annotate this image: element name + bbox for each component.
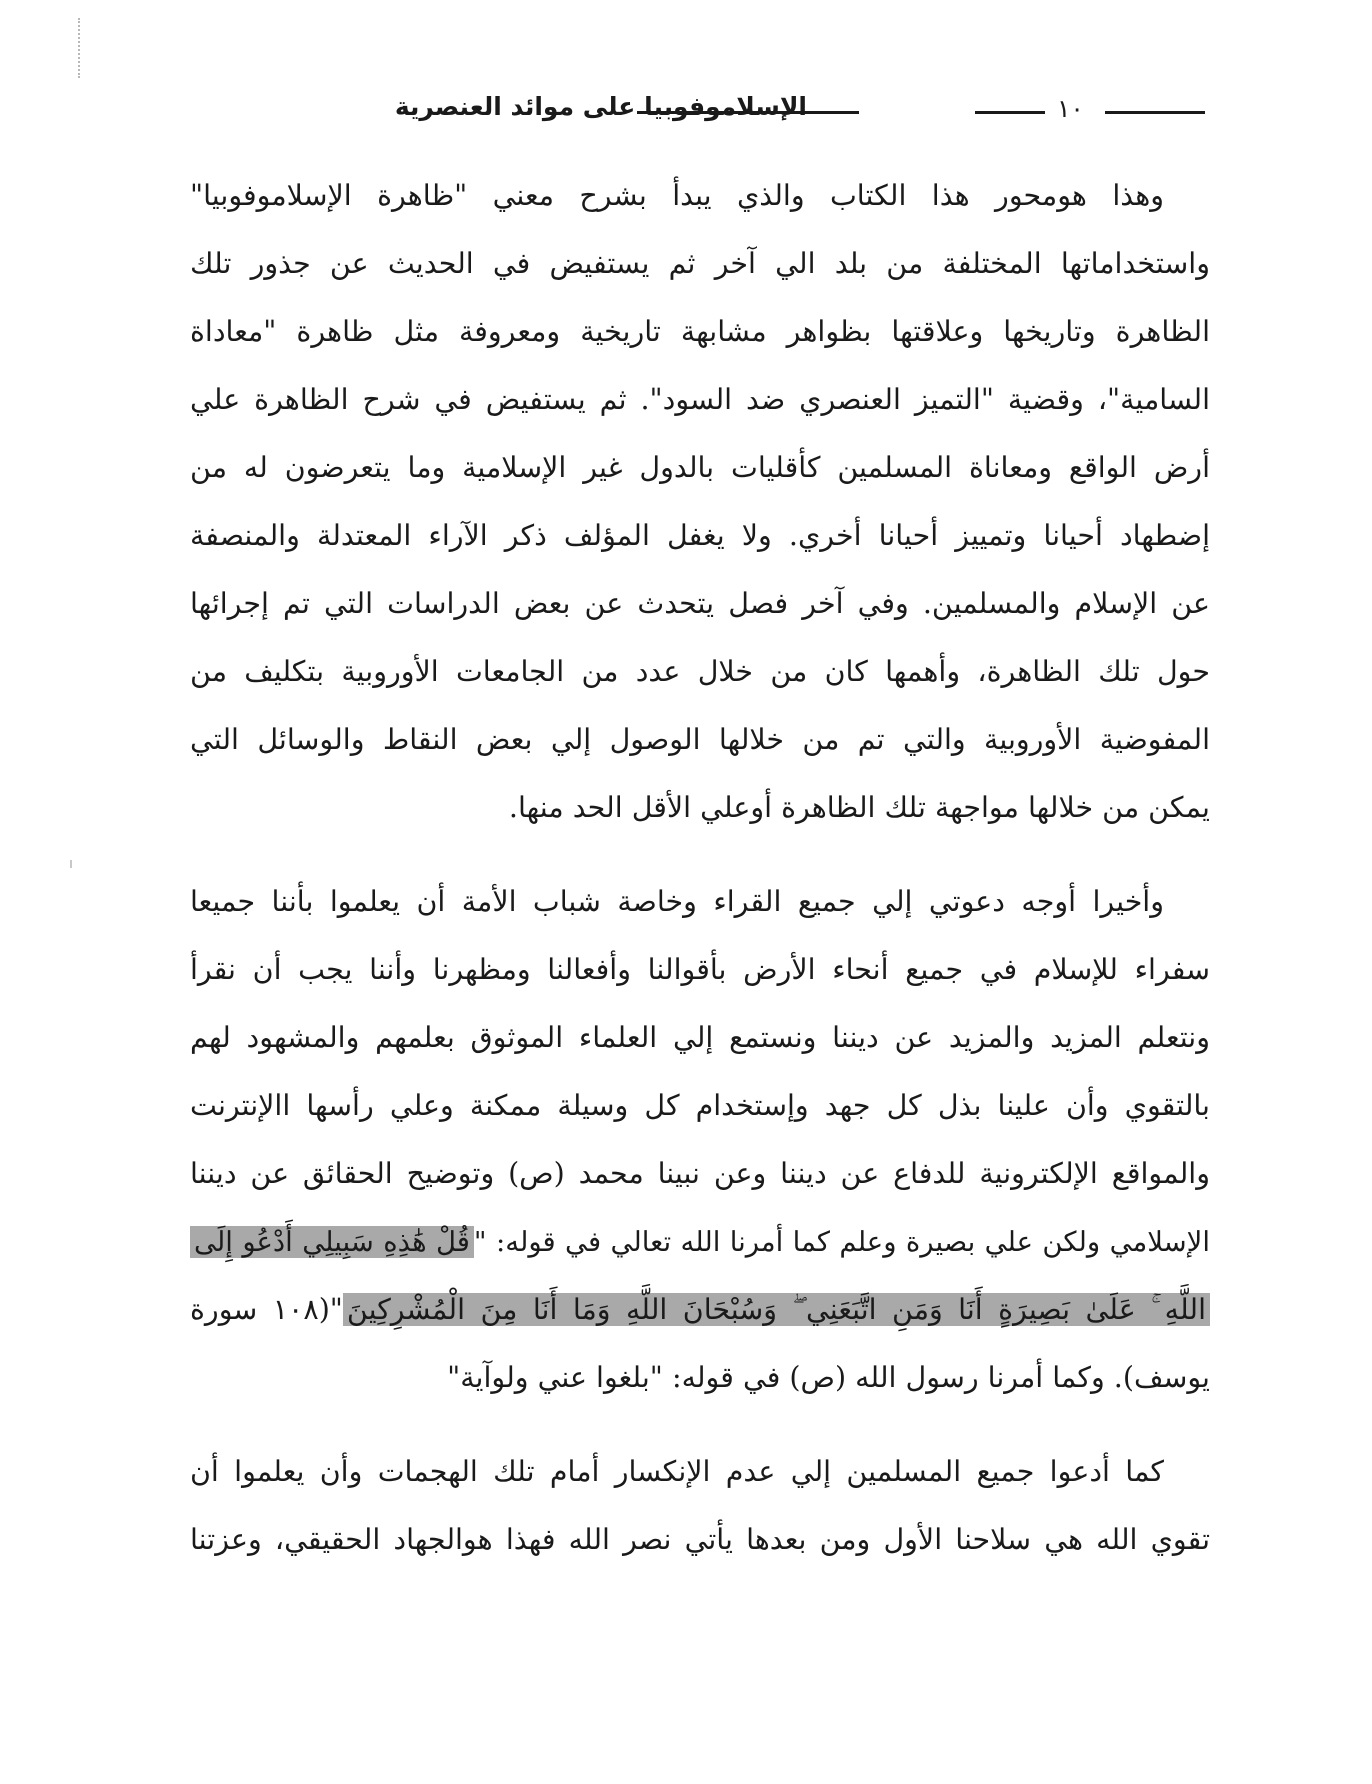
text-line: ونتعلم المزيد والمزيد عن ديننا ونستمع إلي العلماء الموثوق بعلمهم والمشهود لهم — [190, 1021, 1210, 1054]
running-header — [205, 92, 1205, 132]
text-line: واستخداماتها المختلفة من بلد الي آخر ثم يستفيض في الحديث عن جذور تلك — [190, 247, 1210, 280]
quote-intro-text: الإسلامي ولكن علي بصيرة وعلم كما أمرنا الله تعالي في قوله: " — [473, 1226, 1211, 1258]
highlighted-verse: اللَّهِ ۚ عَلَىٰ بَصِيرَةٍ أَنَا وَمَنِ اتَّبَعَنِي ۖ وَسُبْحَانَ اللَّهِ وَمَا أَنَا مِنَ الْمُشْرِكِينَ — [343, 1293, 1210, 1326]
header-rule — [975, 111, 1045, 114]
text-line: وأخيرا أوجه دعوتي إلي جميع القراء وخاصة شباب الأمة أن يعلموا بأننا جميعا — [190, 885, 1164, 918]
body-text — [190, 162, 1210, 1574]
text-line: والمواقع الإلكترونية للدفاع عن ديننا وعن نبينا محمد (ص) وتوضيح الحقائق عن ديننا — [190, 1157, 1210, 1190]
text-line: وهذا هومحور هذا الكتاب والذي يبدأ بشرح معني "ظاهرة الإسلاموفوبيا" — [190, 179, 1164, 212]
text-line: سفراء للإسلام في جميع أنحاء الأرض بأقوالنا وأفعالنا ومظهرنا وأننا يجب أن نقرأ — [190, 953, 1210, 986]
text-line: حول تلك الظاهرة، وأهمها كان من خلال عدد من الجامعات الأوروبية بتكليف من — [190, 655, 1210, 688]
header-rule — [637, 111, 859, 114]
text-line: أرض الواقع ومعاناة المسلمين كأقليات بالدول غير الإسلامية وما يتعرضون له من — [190, 451, 1210, 484]
text-line: الظاهرة وتاريخها وعلاقتها بظواهر مشابهة تاريخية ومعروفة مثل ظاهرة "معاداة — [190, 315, 1210, 348]
paragraph — [190, 162, 1210, 842]
scan-margin-speck — [70, 860, 72, 868]
paragraph-gap — [190, 842, 1210, 868]
text-line: يمكن من خلالها مواجهة تلك الظاهرة أوعلي الأقل الحد منها. — [508, 791, 1210, 824]
text-line: يوسف). وكما أمرنا رسول الله (ص) في قوله: "بلغوا عني ولوآية" — [447, 1361, 1210, 1394]
running-header-title: الإسلاموفوبيا على موائد العنصرية — [394, 92, 807, 121]
paragraph-gap — [190, 1412, 1210, 1438]
text-line: عن الإسلام والمسلمين. وفي آخر فصل يتحدث عن بعض الدراسات التي تم إجرائها — [190, 587, 1210, 620]
text-line: بالتقوي وأن علينا بذل كل جهد وإستخدام كل وسيلة ممكنة وعلي رأسها االإنترنت — [190, 1089, 1210, 1122]
text-line: إضطهاد أحيانا وتمييز أحيانا أخري. ولا يغفل المؤلف ذكر الآراء المعتدلة والمنصفة — [190, 519, 1210, 552]
text-line-with-quote — [190, 1208, 1210, 1276]
scan-margin-marks — [78, 18, 82, 78]
paragraph — [190, 868, 1210, 1412]
header-rule — [1105, 111, 1205, 114]
highlighted-verse: قُلْ هَٰذِهِ سَبِيلِي أَدْعُو إِلَى — [190, 1226, 474, 1258]
text-line: المفوضية الأوروبية والتي تم من خلالها الوصول إلي بعض النقاط والوسائل التي — [190, 723, 1210, 756]
text-line-with-quote — [190, 1276, 1210, 1344]
text-line: تقوي الله هي سلاحنا الأول ومن بعدها يأتي نصر الله فهذا هوالجهاد الحقيقي، وعزتنا — [190, 1523, 1210, 1556]
text-line: السامية"، وقضية "التميز العنصري ضد السود". ثم يستفيض في شرح الظاهرة علي — [190, 383, 1210, 416]
text-line: كما أدعوا جميع المسلمين إلي عدم الإنكسار أمام تلك الهجمات وأن يعلموا أن — [190, 1455, 1164, 1488]
verse-citation: "(١٠٨ سورة — [190, 1293, 343, 1326]
page-number: ١٠ — [1057, 94, 1084, 123]
paragraph — [190, 1438, 1210, 1574]
